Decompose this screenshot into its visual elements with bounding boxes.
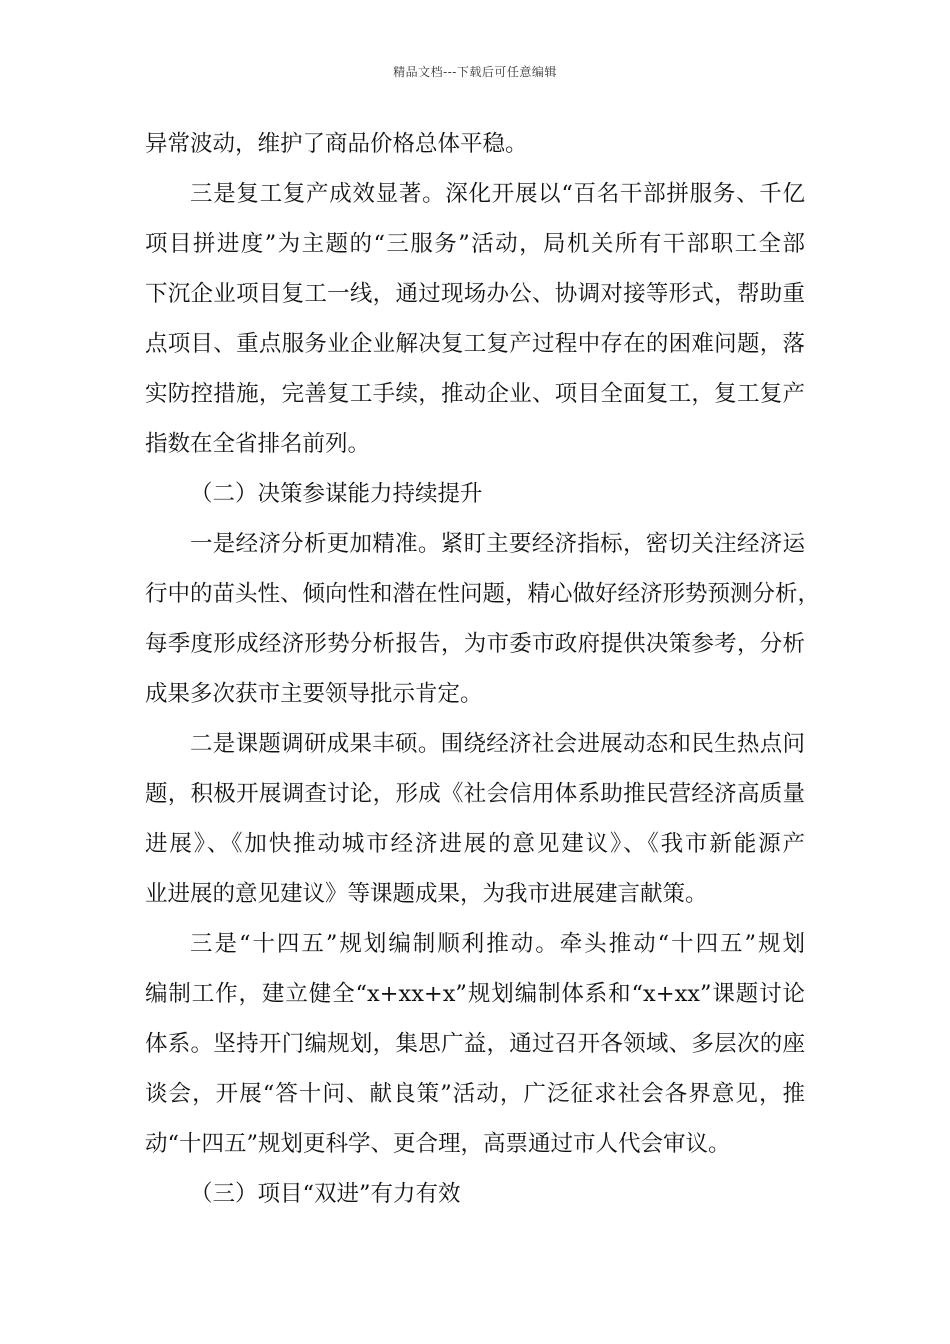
page-header-watermark: 精品文档---下载后可任意编辑 bbox=[393, 65, 557, 79]
paragraph-start-line: 三是复工复产成效显著。深化开展以“百名干部拼服务、千亿 bbox=[190, 181, 805, 207]
paragraph-start-line: 二是课题调研成果丰硕。围绕经济社会进展动态和民生热点问 bbox=[190, 731, 805, 757]
text-line: 下沉企业项目复工一线，通过现场办公、协调对接等形式，帮助重 bbox=[145, 281, 805, 307]
text-line: 动“十四五”规划更科学、更合理，高票通过市人代会审议。 bbox=[145, 1131, 731, 1157]
text-line: 项目拼进度”为主题的“三服务”活动，局机关所有干部职工全部 bbox=[145, 231, 805, 257]
text-line: 行中的苗头性、倾向性和潜在性问题，精心做好经济形势预测分析， bbox=[145, 581, 821, 607]
text-line: 每季度形成经济形势分析报告，为市委市政府提供决策参考，分析 bbox=[145, 631, 805, 657]
text-line: 实防控措施，完善复工手续，推动企业、项目全面复工，复工复产 bbox=[145, 381, 805, 407]
text-line: 编制工作，建立健全“x+xx+x”规划编制体系和“x+xx”课题讨论 bbox=[145, 981, 805, 1007]
text-line: 点项目、重点服务业企业解决复工复产过程中存在的困难问题，落 bbox=[145, 331, 805, 357]
section-heading: （二）决策参谋能力持续提升 bbox=[190, 481, 483, 507]
paragraph-start-line: 三是“十四五”规划编制顺利推动。牵头推动“十四五”规划 bbox=[190, 931, 805, 957]
section-heading: （三）项目“双进”有力有效 bbox=[190, 1181, 461, 1207]
text-line: 进展》、《加快推动城市经济进展的意见建议》、《我市新能源产 bbox=[145, 831, 805, 857]
text-line: 题，积极开展调查讨论，形成《社会信用体系助推民营经济高质量 bbox=[145, 781, 805, 807]
text-line: 谈会，开展“答十问、献良策”活动，广泛征求社会各界意见，推 bbox=[145, 1081, 805, 1107]
text-line: 指数在全省排名前列。 bbox=[145, 431, 371, 457]
text-line: 成果多次获市主要领导批示肯定。 bbox=[145, 681, 483, 707]
text-line: 体系。坚持开门编规划，集思广益，通过召开各领域、多层次的座 bbox=[145, 1031, 805, 1057]
text-line: 业进展的意见建议》等课题成果，为我市进展建言献策。 bbox=[145, 881, 708, 907]
text-line: 异常波动，维护了商品价格总体平稳。 bbox=[145, 131, 528, 157]
paragraph-start-line: 一是经济分析更加精准。紧盯主要经济指标，密切关注经济运 bbox=[190, 531, 805, 557]
